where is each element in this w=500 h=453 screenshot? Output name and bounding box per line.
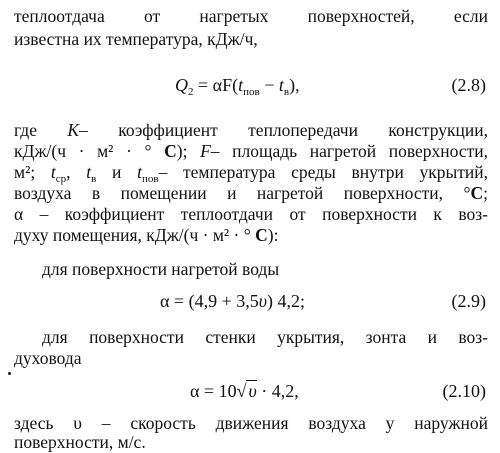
equation-number-2-9: (2.9) [451,291,486,311]
text-line-11 [14,348,82,368]
paragraph-text: , [66,162,71,182]
eq-symbol: Q [175,75,188,95]
paragraph-text: – температура среды внутри укрытий, [158,162,489,182]
equation-2-8 [175,74,300,96]
eq-text: ), [289,75,300,95]
text-line-1 [14,6,488,26]
eq-text: α = (4,9 + 3,5 [160,291,259,311]
eq-symbol: t [238,75,244,95]
text-line-10 [42,327,488,347]
paragraph-text: теплоотдача от нагретых поверхностей, если [14,6,488,26]
eq-subscript: в [283,86,290,98]
eq-subscript: пов [243,86,260,98]
paragraph-text: воздуха в помещении и нагретой поверхности, ° [14,183,471,203]
equation-number-2-8: (2.8) [451,75,486,95]
subscript: в [91,173,97,185]
text-line-2 [14,29,258,49]
variable: F [200,141,211,161]
paragraph-text: для поверхности стенки укрытия, зонта и воз- [42,327,488,347]
paragraph-text: – коэффициент теплопередачи конструкции, [79,120,489,140]
paragraph-text: известна их температура, кДж/ч, [14,29,258,49]
eq-symbol: υ [258,291,267,311]
eq-symbol: υ [248,381,257,401]
unit-symbol: C [255,225,268,245]
paragraph-text: ; [483,183,488,203]
radicand [246,380,256,401]
text-line-13 [14,432,146,452]
paragraph-text: ): [267,225,279,245]
eq-text: ) 4,2; [267,291,305,311]
equation-2-10 [190,380,299,402]
text-line-9 [42,259,279,279]
eq-text: − [259,75,279,95]
equation-2-9 [160,290,305,312]
equation-number-2-10: (2.10) [442,381,486,401]
paragraph-text: α – коэффициент теплоотдачи от поверхности к воз- [14,204,488,224]
text-line-7 [14,204,488,224]
paragraph-text: кДж/(ч · м² · ° [14,141,165,161]
text-line-8 [14,225,278,245]
text-line-5 [14,162,489,185]
paragraph-text: м²; [14,162,36,182]
variable: t [50,162,56,182]
text-line-4 [14,141,488,161]
paragraph-text: где [14,120,37,140]
paragraph-text: для поверхности нагретой воды [42,259,280,279]
unit-symbol: C [470,183,484,203]
subscript: пов [141,173,159,185]
eq-text: α = 10 [190,381,237,401]
paragraph-text: поверхности, м/с. [14,432,146,452]
eq-text: = αF( [193,75,239,95]
eq-symbol: t [278,75,284,95]
variable: t [137,162,142,182]
paragraph-text: и [112,162,122,182]
paragraph-text: духовода [14,348,82,368]
paragraph-text: ); [176,141,188,161]
subscript: ср [55,173,67,185]
text-line-12 [14,413,488,433]
paragraph-text: духу помещения, кДж/(ч · м² · ° [14,225,251,245]
unit-symbol: C [164,141,177,161]
eq-text: · 4,2, [256,381,299,401]
text-line-3 [14,120,488,140]
sqrt-icon: √ [236,381,247,401]
eq-subscript: 2 [188,86,194,98]
variable: K [67,120,80,140]
paragraph-text: здесь υ – скорость движения воздуха у наружной [14,413,488,433]
paragraph-text: – площадь нагретой поверхности, [210,141,489,161]
text-line-6 [14,183,488,203]
variable: t [86,162,92,182]
stray-dot [8,372,11,375]
